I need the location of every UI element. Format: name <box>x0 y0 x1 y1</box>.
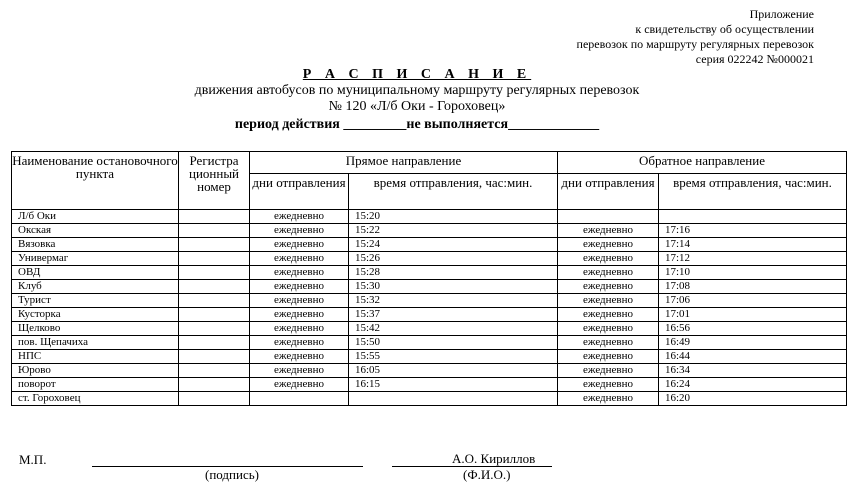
header-direct-direction: Прямое направление <box>250 152 558 174</box>
direct-days-cell: ежедневно <box>250 350 349 364</box>
direct-time-cell: 15:24 <box>349 238 558 252</box>
table-row <box>12 280 847 294</box>
period-line: период действия _________не выполняется_____________ <box>234 117 600 132</box>
reverse-time-cell: 16:49 <box>659 336 847 350</box>
reverse-days-cell: ежедневно <box>558 224 659 238</box>
table-row <box>12 336 847 350</box>
header-reverse-direction: Обратное направление <box>558 152 847 174</box>
stop-name-cell: Клуб <box>12 280 179 294</box>
reverse-time-cell: 17:08 <box>659 280 847 294</box>
header-direct-time: время отправления, час:мин. <box>349 174 558 210</box>
direct-time-cell: 15:55 <box>349 350 558 364</box>
reverse-time-cell: 16:56 <box>659 322 847 336</box>
appendix-line-3: перевозок по маршруту регулярных перевозок <box>576 37 814 51</box>
direct-time-cell: 15:22 <box>349 224 558 238</box>
stop-name-cell: ст. Гороховец <box>12 392 179 406</box>
direct-days-cell: ежедневно <box>250 336 349 350</box>
reverse-days-cell: ежедневно <box>558 238 659 252</box>
appendix-line-4: серия 022242 №000021 <box>695 52 814 66</box>
direct-time-cell: 15:28 <box>349 266 558 280</box>
direct-days-cell: ежедневно <box>250 308 349 322</box>
reverse-time-cell: 17:10 <box>659 266 847 280</box>
table-row <box>12 238 847 252</box>
direct-days-cell <box>250 392 349 406</box>
direct-days-cell: ежедневно <box>250 224 349 238</box>
table-row <box>12 392 847 406</box>
direct-time-cell: 15:26 <box>349 252 558 266</box>
stop-name-cell: Щелково <box>12 322 179 336</box>
schedule-table <box>11 151 847 406</box>
table-row <box>12 350 847 364</box>
stop-name-cell: Кусторка <box>12 308 179 322</box>
registration-cell <box>179 336 250 350</box>
registration-cell <box>179 378 250 392</box>
table-row <box>12 308 847 322</box>
direct-days-cell: ежедневно <box>250 364 349 378</box>
document-heading <box>0 66 834 134</box>
registration-cell <box>179 294 250 308</box>
stop-name-cell: ОВД <box>12 266 179 280</box>
stop-name-cell: Окская <box>12 224 179 238</box>
header-reverse-days: дни отправления <box>558 174 659 210</box>
reverse-days-cell: ежедневно <box>558 322 659 336</box>
reverse-time-cell: 17:14 <box>659 238 847 252</box>
reverse-days-cell: ежедневно <box>558 392 659 406</box>
stop-name-cell: поворот <box>12 378 179 392</box>
table-row <box>12 266 847 280</box>
reverse-time-cell: 17:16 <box>659 224 847 238</box>
table-row <box>12 224 847 238</box>
reverse-days-cell: ежедневно <box>558 308 659 322</box>
table-row <box>12 364 847 378</box>
direct-days-cell: ежедневно <box>250 294 349 308</box>
reverse-days-cell: ежедневно <box>558 294 659 308</box>
registration-cell <box>179 210 250 224</box>
direct-days-cell: ежедневно <box>250 210 349 224</box>
registration-cell <box>179 238 250 252</box>
table-row <box>12 252 847 266</box>
stop-name-cell: Турист <box>12 294 179 308</box>
reverse-days-cell: ежедневно <box>558 378 659 392</box>
document-title: Р А С П И С А Н И Е <box>302 67 532 82</box>
signature-caption: (подпись) <box>205 467 259 482</box>
direct-time-cell: 15:32 <box>349 294 558 308</box>
direct-time-cell: 15:30 <box>349 280 558 294</box>
direct-days-cell: ежедневно <box>250 252 349 266</box>
stop-name-cell: НПС <box>12 350 179 364</box>
direct-time-cell: 16:15 <box>349 378 558 392</box>
reverse-time-cell: 16:24 <box>659 378 847 392</box>
direct-days-cell: ежедневно <box>250 322 349 336</box>
registration-cell <box>179 224 250 238</box>
header-registration-number: Регистра ционный номер <box>179 152 250 210</box>
reverse-days-cell: ежедневно <box>558 336 659 350</box>
header-stop-name: Наименование остановочного пункта <box>12 152 179 210</box>
header-direct-days: дни отправления <box>250 174 349 210</box>
table-row <box>12 294 847 308</box>
signer-name: А.О. Кириллов <box>452 451 536 466</box>
reverse-days-cell: ежедневно <box>558 280 659 294</box>
route-name: № 120 «Л/б Оки - Гороховец» <box>328 99 506 114</box>
stop-name-cell: Универмаг <box>12 252 179 266</box>
name-caption: (Ф.И.О.) <box>463 467 511 482</box>
registration-cell <box>179 252 250 266</box>
direct-time-cell: 15:42 <box>349 322 558 336</box>
reverse-time-cell: 16:44 <box>659 350 847 364</box>
reverse-time-cell: 16:34 <box>659 364 847 378</box>
table-row <box>12 322 847 336</box>
registration-cell <box>179 350 250 364</box>
direct-time-cell: 15:37 <box>349 308 558 322</box>
direct-time-cell: 15:50 <box>349 336 558 350</box>
stamp-placeholder: М.П. <box>19 452 47 467</box>
period-label: период действия <box>234 117 340 132</box>
reverse-time-cell: 16:20 <box>659 392 847 406</box>
registration-cell <box>179 322 250 336</box>
header-reverse-time: время отправления, час:мин. <box>659 174 847 210</box>
stop-name-cell: Юрово <box>12 364 179 378</box>
registration-cell <box>179 308 250 322</box>
stop-name-cell: Л/б Оки <box>12 210 179 224</box>
direct-time-cell <box>349 392 558 406</box>
direct-days-cell: ежедневно <box>250 378 349 392</box>
document-subtitle: движения автобусов по муниципальному маршруту регулярных перевозок <box>194 83 640 98</box>
direct-days-cell: ежедневно <box>250 266 349 280</box>
appendix-line-2: к свидетельству об осуществлении <box>635 22 814 36</box>
direct-days-cell: ежедневно <box>250 238 349 252</box>
reverse-time-cell: 17:06 <box>659 294 847 308</box>
direct-time-cell: 16:05 <box>349 364 558 378</box>
reverse-days-cell: ежедневно <box>558 252 659 266</box>
table-row <box>12 378 847 392</box>
stop-name-cell: Вязовка <box>12 238 179 252</box>
direct-time-cell: 15:20 <box>349 210 558 224</box>
table-row <box>12 210 847 224</box>
reverse-days-cell: ежедневно <box>558 350 659 364</box>
appendix-note <box>577 7 814 67</box>
stop-name-cell: пов. Щепачиха <box>12 336 179 350</box>
reverse-days-cell: ежедневно <box>558 364 659 378</box>
period-text: не выполняется <box>406 117 509 132</box>
reverse-time-cell: 17:01 <box>659 308 847 322</box>
registration-cell <box>179 364 250 378</box>
registration-cell <box>179 266 250 280</box>
reverse-time-cell: 17:12 <box>659 252 847 266</box>
appendix-line-1: Приложение <box>749 7 814 21</box>
direct-days-cell: ежедневно <box>250 280 349 294</box>
reverse-time-cell <box>659 210 847 224</box>
reverse-days-cell <box>558 210 659 224</box>
reverse-days-cell: ежедневно <box>558 266 659 280</box>
registration-cell <box>179 392 250 406</box>
registration-cell <box>179 280 250 294</box>
